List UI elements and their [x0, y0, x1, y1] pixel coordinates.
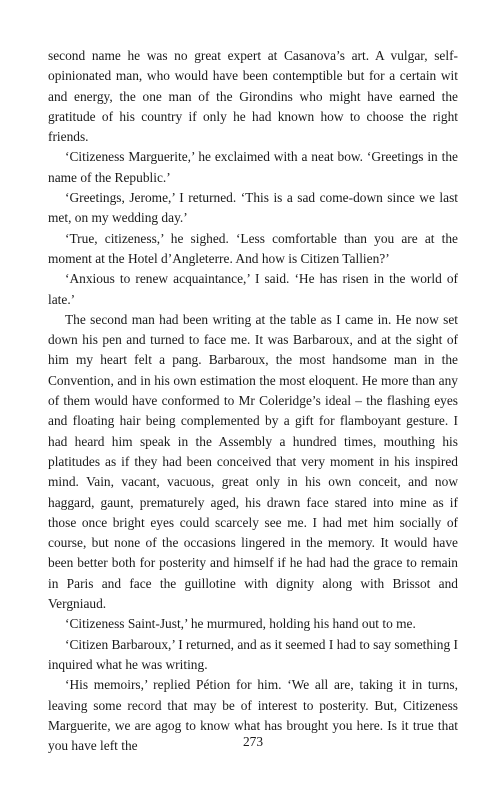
page-number: 273: [242, 734, 264, 749]
paragraph-9: ‘His memoirs,’ replied Pétion for him. ‘We all are, taking it in turns, leaving some record that may be of interest to posterity. But, Citizeness Marguerite, we are agog to know what has brought you here. Is it true that you have left the: [48, 677, 458, 754]
paragraph-4: ‘True, citizeness,’ he sighed. ‘Less comfortable than you are at the moment at the Hotel d’Angleterre. And how is Citizen Tallien?’: [48, 230, 458, 266]
paragraph-1: second name he was no great expert at Casanova’s art. A vulgar, self-opinionated man, who would have been contemptible but for a certain wit and energy, the one man of the Girondins who might have earned the gratitude of his country if only he had known how to choose the right friends.: [48, 48, 458, 145]
body-text: [48, 46, 458, 756]
book-page: [48, 46, 458, 786]
paragraph-6: The second man had been writing at the table as I came in. He now set down his pen and turned to face me. It was Barbaroux, and at the sight of him my heart felt a pang. Barbaroux, the most handsome man in the Convention, and in his own estimation the most eloquent. He more than any of them would have conformed to Mr Coleridge’s ideal – the flashing eyes and floating hair being complemented by a gift for flamboyant gesture. I had heard him speak in the Assembly a hundred times, mouthing his platitudes as if they had been conceived that very moment in his inspired mind. Vain, vacant, vacuous, great only in his own conceit, and now haggard, gaunt, prematurely aged, his drawn face stared into mine as if those once bright eyes could scarcely see me. I had met him socially of course, but none of the occasions lingered in the memory. It would have been better both for posterity and himself if he had had the grace to remain in Paris and face the guillotine with dignity along with Brissot and Vergniaud.: [48, 311, 458, 612]
paragraph-2: ‘Citizeness Marguerite,’ he exclaimed with a neat bow. ‘Greetings in the name of the Republic.’: [48, 149, 458, 185]
paragraph-5: ‘Anxious to renew acquaintance,’ I said. ‘He has risen in the world of late.’: [48, 271, 458, 307]
paragraph-8: ‘Citizen Barbaroux,’ I returned, and as it seemed I had to say something I inquired what he was writing.: [48, 636, 458, 672]
paragraph-3: ‘Greetings, Jerome,’ I returned. ‘This is a sad come-down since we last met, on my wedding day.’: [48, 190, 458, 226]
paragraph-7: ‘Citizeness Saint-Just,’ he murmured, holding his hand out to me.: [65, 616, 416, 632]
